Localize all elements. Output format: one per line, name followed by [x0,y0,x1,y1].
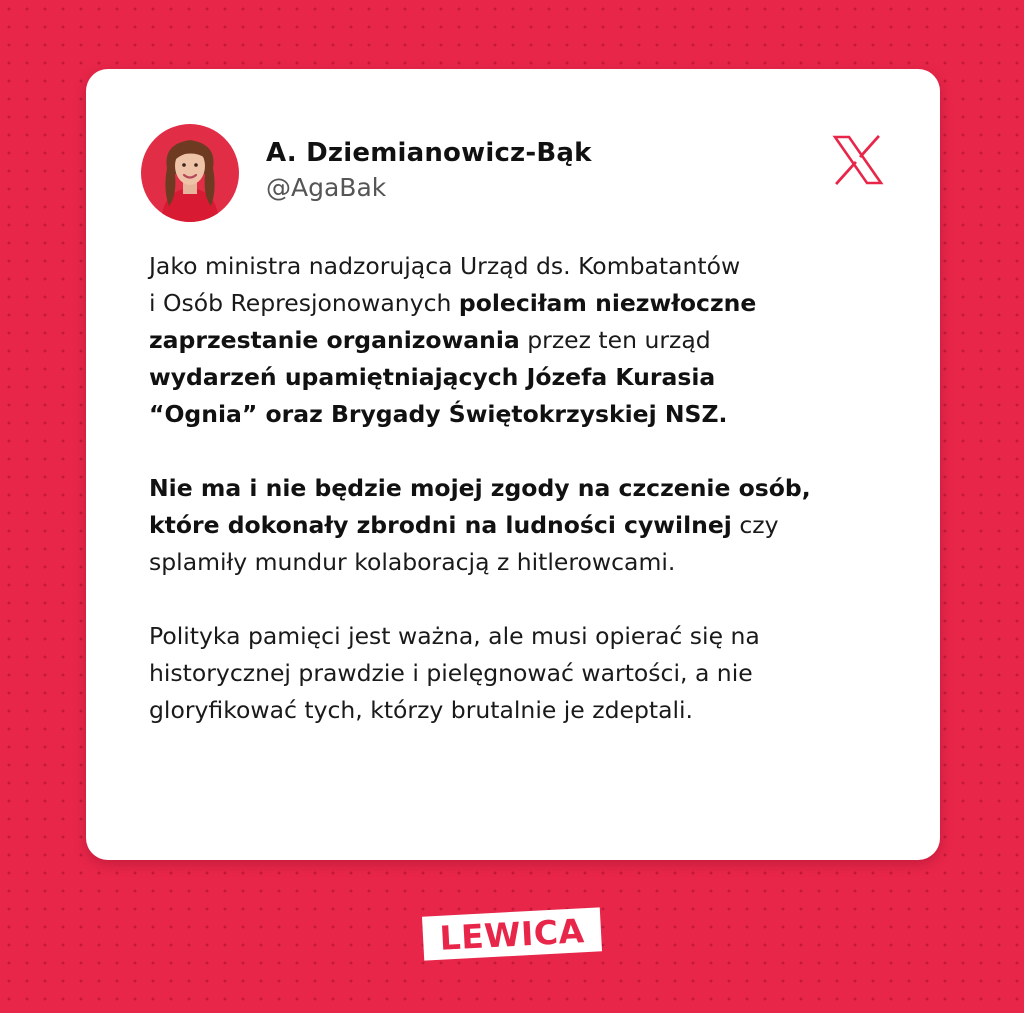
tweet-text: czy [731,511,779,539]
tweet-paragraph [149,248,909,433]
tweet-text-bold: zaprzestanie organizowania [149,326,520,354]
tweet-text-bold: Nie ma i nie będzie mojej zgody na czczenie osób, [149,474,811,502]
tweet-card [86,69,940,860]
tweet-line [149,359,909,396]
tweet-line [149,248,909,285]
tweet-line [149,285,909,322]
tweet-line [149,655,909,692]
tweet-text: przez ten urząd [519,326,711,354]
author-name: A. Dziemianowicz-Bąk [266,138,592,168]
tweet-text: i Osób Represjonowanych [149,289,459,317]
x-logo-icon [832,135,884,185]
tweet-text: Polityka pamięci jest ważna, ale musi opierać się na [149,622,760,650]
tweet-body [149,248,909,729]
author-handle: @AgaBak [266,173,387,202]
logo-badge [422,907,602,960]
tweet-text-bold: “Ognia” oraz Brygady Świętokrzyskiej NSZ. [149,400,728,428]
tweet-text: Jako ministra nadzorująca Urząd ds. Kombatantów [149,252,741,280]
tweet-line [149,544,909,581]
tweet-paragraph [149,470,909,581]
logo-text: LEWICA [438,910,586,958]
tweet-text: gloryfikować tych, którzy brutalnie je zdeptali. [149,696,693,724]
tweet-paragraph [149,618,909,729]
tweet-line [149,322,909,359]
tweet-line [149,618,909,655]
tweet-line [149,396,909,433]
tweet-text-bold: wydarzeń upamiętniających Józefa Kurasia [149,363,716,391]
author-avatar [141,124,239,222]
tweet-text: splamiły mundur kolaboracją z hitlerowcami. [149,548,676,576]
tweet-text: historycznej prawdzie i pielęgnować wartości, a nie [149,659,753,687]
tweet-line [149,692,909,729]
tweet-text-bold: które dokonały zbrodni na ludności cywilnej [149,511,732,539]
tweet-line [149,507,909,544]
tweet-line [149,470,909,507]
person-portrait-icon [141,124,239,222]
lewica-logo [419,906,605,962]
tweet-text-bold: poleciłam niezwłoczne [458,289,757,317]
